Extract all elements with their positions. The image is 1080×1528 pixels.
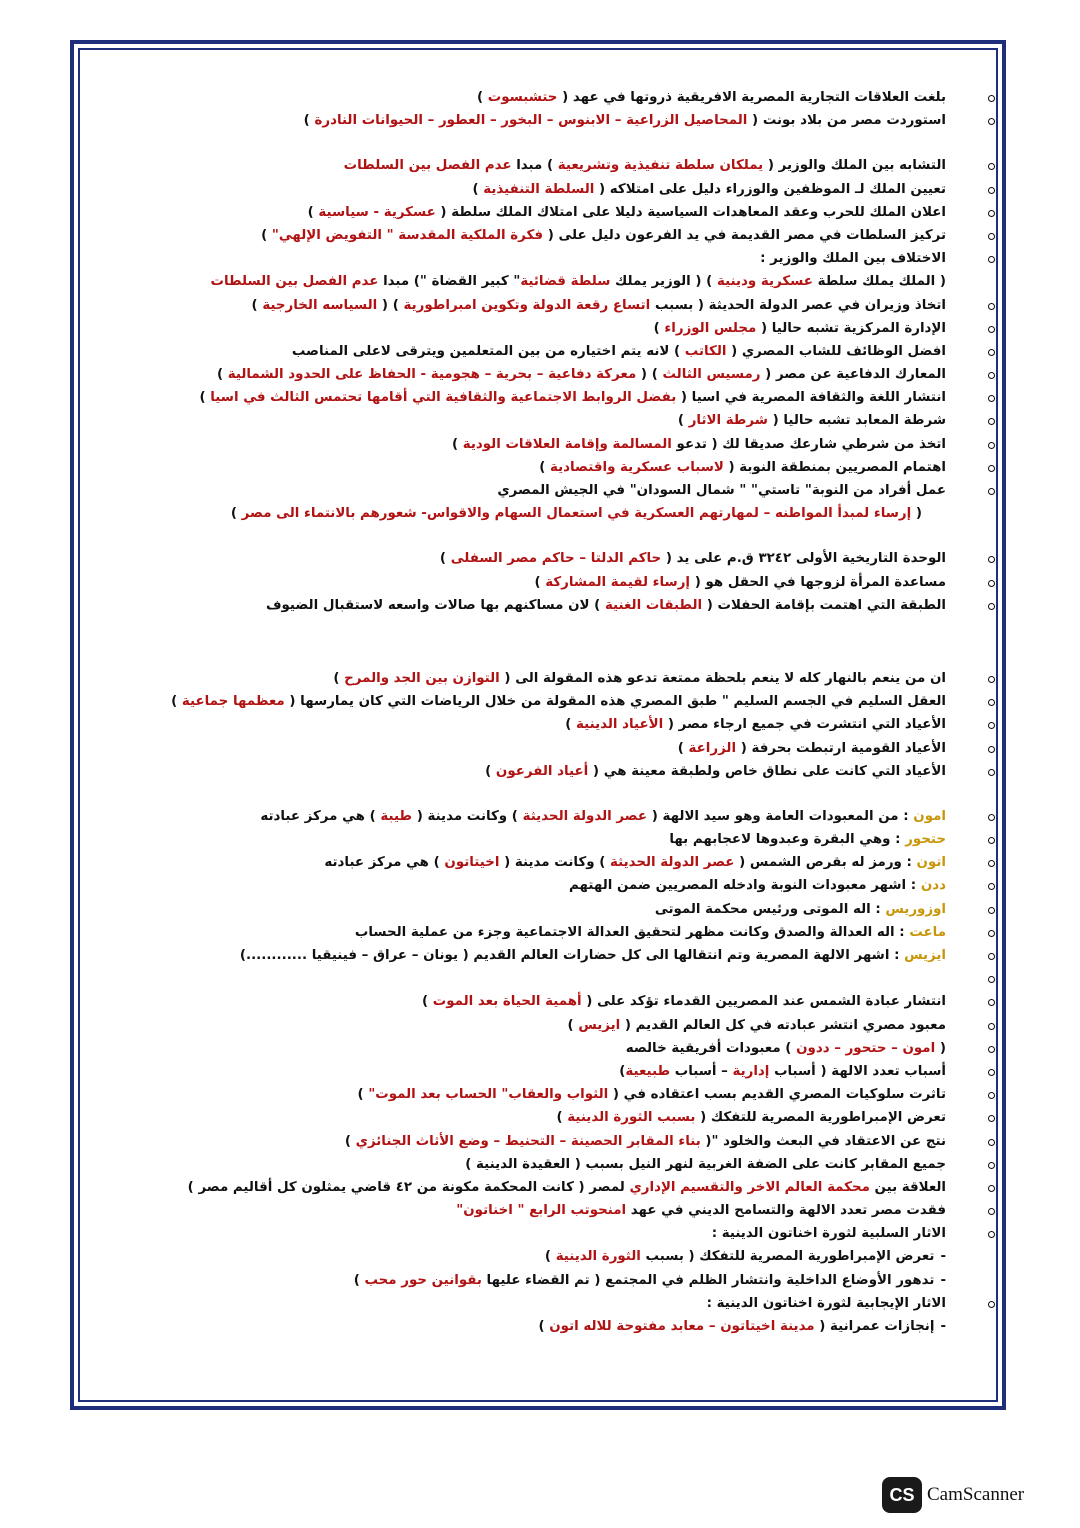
highlight-text: امنحوتب الرابع " اخناتون" (456, 1203, 627, 1219)
text-line (162, 713, 962, 736)
line-text: ) وكانت مدينة ( (499, 855, 611, 871)
highlight-text: عسكرية - سياسية (318, 204, 436, 220)
highlight-text: مدينة اخيتاتون – معابد مفتوحة للاله اتون (549, 1319, 815, 1334)
line-text: ) لان مساكنهم بها صالات واسعه لاستقبال الضيوف (265, 597, 605, 613)
text-line (162, 1292, 962, 1315)
document-body (162, 86, 962, 1338)
highlight-text: الطبقات الغنية (604, 597, 703, 613)
line-text: ) (261, 227, 272, 243)
highlight-text: معظمها جماعية (181, 694, 285, 710)
text-line (162, 363, 962, 386)
text-line (162, 294, 962, 317)
text-line (162, 990, 962, 1013)
text-line (162, 386, 962, 409)
text-line (162, 874, 962, 897)
line-text: تاثرت سلوكيات المصري القديم بسب اعتقاده في ( (608, 1087, 946, 1103)
highlight-text: طيبة (380, 808, 413, 824)
highlight-text: اتساع رقعة الدولة وتكوين امبراطورية (403, 297, 651, 313)
line-text: ) (171, 694, 182, 710)
spacer (162, 617, 962, 667)
highlight-text: يملكان سلطة تنفيذية وتشريعية (557, 158, 764, 174)
text-line (162, 224, 962, 247)
highlight-text: التوازن بين الجد والمرح (344, 670, 500, 686)
line-text: المعارك الدفاعية عن مصر ( (760, 367, 946, 383)
line-text: ) مبدا (511, 158, 558, 174)
line-text: مساعدة المرأة لزوجها في الحقل هو ( (690, 574, 946, 590)
term-label: اتون (916, 855, 946, 871)
dash-marker: - (940, 1249, 946, 1265)
text-line (162, 1153, 962, 1176)
highlight-text: بناء المقابر الحصينة – التحنيط – وضع الأثاث الجنائزي (355, 1133, 701, 1149)
line-text: ) (534, 574, 546, 590)
line-text: : اله الموتى ورئيس محكمة الموتى (654, 901, 886, 917)
line-text: الأعياد التي انتشرت في جميع ارجاء مصر ( (663, 717, 946, 733)
highlight-text: عصر الدولة الحديثة (522, 808, 648, 824)
dash-marker: - (940, 1319, 946, 1334)
line-text: انتشار اللغة والثقافة المصرية في اسيا ( (676, 390, 946, 406)
spacer (162, 132, 962, 154)
text-line (162, 479, 962, 502)
text-line (162, 340, 962, 363)
line-text: ) (199, 390, 211, 406)
line-text: ) وكانت مدينة ( (412, 808, 523, 824)
highlight-text: الأعياد الدينية (576, 717, 664, 733)
line-text: ) هي مركز عبادته (260, 808, 381, 824)
line-text: ) (538, 1319, 550, 1334)
highlight-text: بفضل الروابط الاجتماعية والثقافية التي أقامها تحتمس الثالث في اسيا (210, 390, 677, 406)
highlight-text: عدم الفصل بين السلطات (210, 274, 379, 290)
highlight-text: حاكم الدلتا – حاكم مصر السفلى (450, 551, 662, 567)
highlight-text: فكرة الملكية المقدسة " التفويض الإلهي" (271, 227, 544, 243)
highlight-text: شرطة الاثار (688, 413, 768, 429)
line-text: الاثار السلبية لثورة اخناتون الدينية : (711, 1226, 946, 1242)
line-text: ) (439, 551, 451, 567)
line-text: اعلان الملك للحرب وعقد المعاهدات السياسية دليلا على امتلاك الملك سلطة ( (435, 204, 946, 220)
line-text: ( (911, 506, 922, 522)
highlight-text: أهمية الحياة بعد الموت (432, 994, 582, 1010)
line-text: بلغت العلاقات التجارية المصرية الافريقية ذروتها في عهد ( (557, 90, 946, 105)
text-line (162, 1060, 962, 1083)
highlight-text: السياسه الخارجية (262, 297, 378, 313)
line-text: اتخذ من شرطي شارعك صديقا لك ( تدعو (671, 436, 946, 452)
text-line (162, 201, 962, 224)
line-text: فقدت مصر تعدد الالهة والتسامح الديني في عهد (626, 1203, 946, 1219)
highlight-text: رمسيس الثالث (662, 367, 761, 383)
line-text: ) (230, 506, 242, 522)
line-text: ) ( (636, 367, 663, 383)
line-text: ) (539, 459, 550, 475)
line-text: الاختلاف بين الملك والوزير : (760, 251, 946, 267)
line-text: ) (653, 320, 665, 336)
line-text: ( (935, 1040, 946, 1056)
highlight-text: ايزيس (578, 1017, 621, 1033)
line-text: : من المعبودات العامة وهو سيد الالهة ( (647, 808, 914, 824)
line-text: ) (544, 1249, 556, 1265)
line-text: الأعياد التي كانت على نطاق خاص ولطبقة معينة هي ( (588, 763, 946, 779)
line-text: : اشهر معبودات النوبة وادخله المصريين ضمن الهتهم (569, 878, 921, 894)
line-text: ) (476, 90, 488, 105)
line-text: شرطة المعابد تشبه حاليا ( (767, 413, 946, 429)
text-line (162, 317, 962, 340)
highlight-text: إرساء لقيمة المشاركة (545, 574, 691, 590)
text-line (162, 1106, 962, 1129)
line-text: ) (677, 740, 689, 756)
text-line (162, 851, 962, 874)
line-text: ) (251, 297, 263, 313)
line-text: ) (556, 1110, 568, 1126)
text-line (162, 1014, 962, 1037)
line-text: الاثار الإيجابية لثورة اخناتون الدينية : (706, 1295, 946, 1311)
text-line (162, 1199, 962, 1222)
highlight-text: عدم الفصل بين السلطات (343, 158, 512, 174)
line-text: ) (344, 1133, 356, 1149)
line-text: استوردت مصر من بلاد بونت ( (747, 113, 946, 129)
highlight-text: عسكرية ودينية (716, 274, 813, 290)
highlight-text: بقوانين حور محب (364, 1272, 482, 1288)
line-text: ) (485, 763, 496, 779)
term-label: ماعت (909, 924, 946, 940)
line-text: ) هي مركز عبادته (324, 855, 445, 871)
line-text: التشابه بين الملك والوزير ( (763, 158, 946, 174)
highlight-text: سلطة قضائية (520, 274, 611, 290)
line-text: تركيز السلطات في مصر القديمة في يد الفرعون دليل على ( (543, 227, 946, 243)
line-text: ) (303, 113, 315, 129)
line-text: – أسباب (670, 1063, 733, 1079)
highlight-text: الثورة الدينية (555, 1249, 641, 1265)
line-text: ) معبودات أفريقية خالصه (625, 1040, 797, 1056)
highlight-text: عصر الدولة الحديثة (610, 855, 735, 871)
text-line (162, 737, 962, 760)
camscanner-logo-icon: CS (882, 1477, 922, 1513)
highlight-text: لاسباب عسكرية واقتصادية (550, 459, 724, 475)
text-line (162, 433, 962, 456)
text-line (162, 409, 962, 432)
line-text: ) (333, 670, 345, 686)
term-label: ددن (920, 878, 946, 894)
term-label: ايزيس (904, 948, 946, 963)
highlight-text: محكمة العالم الاخر والتقسيم الإداري (629, 1179, 870, 1195)
highlight-text: حتشبسوت (487, 90, 558, 105)
text-line (162, 828, 962, 851)
line-text: الأعياد القومية ارتبطت بحرفة ( (736, 740, 946, 756)
highlight-text: طبيعية (625, 1063, 671, 1079)
text-line (162, 944, 962, 967)
text-line (162, 667, 962, 690)
line-text: الطبقة التي اهتمت بإقامة الحفلات ( (702, 597, 946, 613)
highlight-text: إدارية (732, 1063, 770, 1079)
line-text: إنجازات عمرانية ( (814, 1319, 935, 1334)
text-line (162, 967, 962, 990)
line-text: ) (567, 1017, 579, 1033)
line-text: افضل الوظائف للشاب المصري ( (726, 343, 946, 359)
highlight-text: إرساء لمبدأ المواطنه – لمهارتهم العسكرية في استعمال السهام والاقواس- شعورهم بالانتماء الى مصر (241, 506, 912, 522)
text-line (162, 1083, 962, 1106)
line-text: معبود مصري انتشر عبادته في كل العالم القديم ( (620, 1017, 946, 1033)
line-text: : اشهر الالهة المصرية وتم انتقالها الى كل حضارات العالم القديم ( يونان – عراق – فينيقيا ............) (239, 948, 905, 963)
text-line (162, 594, 962, 617)
line-text: ) (421, 994, 433, 1010)
line-text: اهتمام المصريين بمنطقة النوبة ( (723, 459, 946, 475)
text-line (162, 1269, 962, 1292)
line-text: ) (353, 1272, 365, 1288)
text-line (162, 898, 962, 921)
highlight-text: بسبب الثورة الدينية (567, 1110, 696, 1126)
text-line (162, 86, 962, 109)
line-text: اتخاذ وزيران في عصر الدولة الحديثة ( بسبب (650, 297, 946, 313)
line-text: ) (619, 1063, 626, 1079)
text-line (162, 571, 962, 594)
highlight-text: الكاتب (684, 343, 727, 359)
highlight-text: أعياد الفرعون (495, 763, 589, 779)
line-text: : ورمز له بقرص الشمس ( (734, 855, 917, 871)
line-text: ) لانه يتم اختياره من بين المتعلمين ويترقى لاعلى المناصب (291, 343, 685, 359)
text-line (162, 178, 962, 201)
highlight-text: المحاصيل الزراعية – الابنوس – البخور – العطور – الحيوانات النادرة (314, 113, 748, 129)
line-text: ) ( الوزير يملك (610, 274, 717, 290)
line-text: الإدارة المركزية تشبه حاليا ( (756, 320, 946, 336)
text-line (162, 154, 962, 177)
spacer (162, 525, 962, 547)
line-text: انتشار عبادة الشمس عند المصريين القدماء تؤكد على ( (581, 994, 946, 1010)
line-text: ) (307, 204, 319, 220)
highlight-text: السلطة التنفيذية (483, 181, 595, 197)
line-text: تعرض الإمبراطورية المصرية للتفكك ( بسبب (640, 1249, 935, 1265)
line-text: ( الملك يملك سلطة (812, 274, 946, 290)
text-line (162, 1037, 962, 1060)
text-line (162, 921, 962, 944)
text-line (162, 547, 962, 570)
text-line (162, 760, 962, 783)
text-line (162, 247, 962, 270)
term-label: اوزوريس (885, 901, 946, 917)
line-text: ) (472, 181, 484, 197)
text-line (162, 109, 962, 132)
line-text: ) (216, 367, 228, 383)
line-text: أسباب تعدد الالهة ( أسباب (769, 1063, 946, 1079)
highlight-text: الزراعة (688, 740, 737, 756)
highlight-text: المسالمة وإقامة العلاقات الودية (462, 436, 672, 452)
line-text: ان من ينعم بالنهار كله لا ينعم بلحظة ممتعة تدعو هذه المقولة الى ( (499, 670, 946, 686)
line-text: العقل السليم في الجسم السليم " طبق المصري هذه المقولة من خلال الرياضات التي كان يمارسها ( (284, 694, 946, 710)
text-line (162, 1130, 962, 1153)
highlight-text: معركة دفاعية – بحرية – هجومية - الحفاظ على الحدود الشمالية (227, 367, 637, 383)
line-text: ) ( (377, 297, 404, 313)
line-text: تدهور الأوضاع الداخلية وانتشار الظلم في المجتمع ( تم القضاء عليها (481, 1272, 935, 1288)
text-line (162, 805, 962, 828)
camscanner-brand: CamScanner (927, 1484, 1025, 1505)
highlight-text: الثواب والعقاب" الحساب بعد الموت" (368, 1087, 609, 1103)
line-text: نتج عن الاعتقاد في البعث والخلود "( (700, 1133, 946, 1149)
line-text: تعيين الملك لـ الموظفين والوزراء دليل على امتلاكه ( (594, 181, 946, 197)
dash-marker: - (940, 1272, 946, 1288)
highlight-text: اخيتاتون (444, 855, 500, 871)
line-text: ) (677, 413, 689, 429)
text-line (162, 1222, 962, 1245)
line-text: لمصر ( كانت المحكمة مكونة من ٤٢ قاضي يمثلون كل أقاليم مصر ) (187, 1179, 630, 1195)
line-text: : اله العدالة والصدق وكانت مظهر لتحقيق العدالة الاجتماعية وجزء من عملية الحساب (354, 924, 910, 940)
line-text: ) (357, 1087, 369, 1103)
text-line (162, 456, 962, 479)
line-text: " كبير القضاة ") مبدا (378, 274, 521, 290)
term-label: امون (913, 808, 946, 824)
text-line (162, 1245, 962, 1268)
term-label: حتحور (905, 832, 946, 848)
line-text: العلاقة بين (869, 1179, 946, 1195)
line-text: : وهي البقرة وعبدوها لاعجابهم بها (669, 832, 906, 848)
line-text: تعرض الإمبراطورية المصرية للتفكك ( (695, 1110, 946, 1126)
highlight-text: امون – حتحور – ددون (796, 1040, 936, 1056)
spacer (162, 783, 962, 805)
text-line (162, 1315, 962, 1338)
line-text: جميع المقابر كانت على الضفة الغربية لنهر النيل بسبب ( العقيدة الدينية ) (465, 1156, 946, 1172)
text-line (162, 502, 962, 525)
text-line (162, 270, 962, 293)
line-text: ) (565, 717, 577, 733)
line-text: الوحدة التاريخية الأولى ٣٢٤٢ ق.م على يد ( (661, 551, 946, 567)
line-text: ) (451, 436, 463, 452)
text-line (162, 1176, 962, 1199)
line-text: عمل أفراد من النوبة" تاستي" " شمال السودان" في الجيش المصري (497, 483, 946, 498)
highlight-text: مجلس الوزراء (664, 320, 757, 336)
text-line (162, 690, 962, 713)
